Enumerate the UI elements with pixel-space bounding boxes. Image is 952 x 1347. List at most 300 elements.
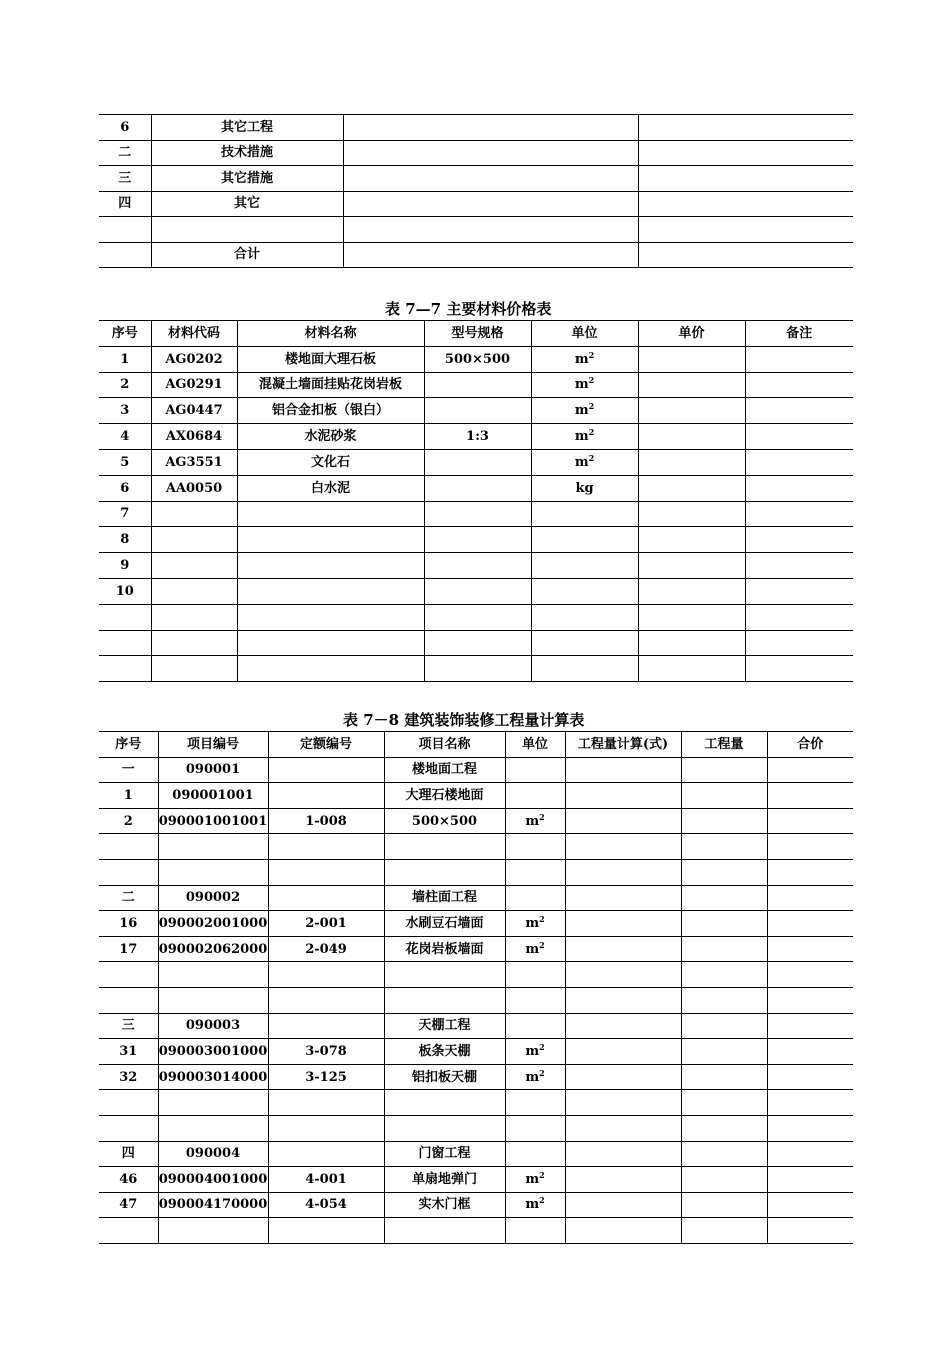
item-name-cell-text: 实木门框 <box>418 1197 471 1213</box>
seq-cell <box>99 1064 158 1090</box>
seq-cell <box>99 936 158 962</box>
header-unit-text: 单位 <box>521 736 548 752</box>
material-row <box>99 372 853 398</box>
quantity-row <box>99 1090 853 1116</box>
quantity-row <box>99 757 853 783</box>
material-code-cell-text: AG3551 <box>165 454 223 470</box>
quota-code-cell <box>268 911 384 937</box>
header-seq-text: 序号 <box>111 325 138 341</box>
material-name-cell-text: 水泥砂浆 <box>304 429 357 445</box>
item-name-cell-text: 墙柱面工程 <box>411 890 477 906</box>
materials-price-table <box>99 320 853 682</box>
unit-cell-text: m <box>525 1043 540 1059</box>
seq-cell <box>99 1192 158 1218</box>
unit-cell <box>531 553 638 579</box>
item-code-cell-text: 090001 <box>185 762 241 778</box>
seq-cell <box>99 1141 158 1167</box>
calc-cell <box>565 1039 681 1065</box>
seq-cell <box>99 578 151 604</box>
blank-cell <box>343 242 638 268</box>
material-code-cell <box>151 372 237 398</box>
spec-cell <box>424 553 531 579</box>
quota-code-cell-text: 4-054 <box>305 1197 347 1213</box>
material-row <box>99 346 853 372</box>
item-name-cell <box>384 1218 505 1244</box>
item-code-cell <box>158 1167 268 1193</box>
material-row <box>99 553 853 579</box>
note-cell <box>745 475 853 501</box>
item-code-cell <box>158 1192 268 1218</box>
calc-cell <box>565 834 681 860</box>
unit-superscript: 2 <box>539 1041 545 1052</box>
note-cell <box>745 449 853 475</box>
seq-cell <box>99 424 151 450</box>
blank-cell <box>343 191 638 217</box>
quota-code-cell-text: 3-125 <box>305 1069 347 1085</box>
row-number-cell <box>99 140 151 166</box>
unit-cell <box>531 475 638 501</box>
spec-cell-text: 500×500 <box>444 351 511 367</box>
material-row <box>99 398 853 424</box>
quota-code-cell <box>268 987 384 1013</box>
unit-cell <box>505 1115 565 1141</box>
seq-cell-text: 2 <box>123 813 133 829</box>
unit-cell-text: m <box>525 941 540 957</box>
item-name-cell <box>384 1090 505 1116</box>
calc-cell <box>565 1218 681 1244</box>
summary-row <box>99 166 853 192</box>
quota-code-cell <box>268 1192 384 1218</box>
row-number-cell-text: 二 <box>118 145 132 161</box>
item-name-cell <box>384 1013 505 1039</box>
header-seq <box>99 321 151 347</box>
unit-cell <box>505 859 565 885</box>
unit-price-cell <box>638 656 745 682</box>
material-code-cell <box>151 501 237 527</box>
seq-cell-text: 3 <box>120 403 130 419</box>
unit-price-cell <box>638 527 745 553</box>
unit-cell <box>505 885 565 911</box>
material-row <box>99 604 853 630</box>
unit-cell-text: m <box>574 454 589 470</box>
calc-cell <box>565 859 681 885</box>
header-note <box>745 321 853 347</box>
header-item-name-text: 项目名称 <box>418 736 471 752</box>
material-name-cell <box>237 372 424 398</box>
unit-price-cell <box>638 398 745 424</box>
calc-cell <box>565 936 681 962</box>
summary-table <box>99 114 853 268</box>
row-number-cell <box>99 217 151 243</box>
header-seq-text: 序号 <box>115 736 142 752</box>
item-name-cell <box>151 166 343 192</box>
unit-cell <box>531 656 638 682</box>
header-price <box>638 321 745 347</box>
calc-cell <box>565 1064 681 1090</box>
quantity-row <box>99 783 853 809</box>
unit-cell-text: kg <box>575 480 594 496</box>
item-name-cell <box>384 783 505 809</box>
item-code-cell-text: 090003001000 <box>158 1043 268 1059</box>
header-code <box>151 321 237 347</box>
unit-cell <box>505 1013 565 1039</box>
seq-cell-text: 1 <box>120 351 130 367</box>
unit-cell <box>505 1039 565 1065</box>
item-code-cell-text: 090003014000 <box>158 1069 268 1085</box>
material-code-cell <box>151 398 237 424</box>
seq-cell-text: 16 <box>119 915 138 931</box>
summary-row <box>99 115 853 141</box>
unit-price-cell <box>638 372 745 398</box>
unit-superscript: 2 <box>588 452 595 463</box>
unit-cell <box>531 501 638 527</box>
unit-price-cell <box>638 578 745 604</box>
quantity-row <box>99 859 853 885</box>
quantity-cell <box>681 834 767 860</box>
quantity-cell <box>681 962 767 988</box>
summary-row <box>99 140 853 166</box>
seq-cell <box>99 987 158 1013</box>
unit-superscript: 2 <box>539 1195 545 1206</box>
item-name-cell <box>384 859 505 885</box>
material-name-cell <box>237 449 424 475</box>
quota-code-cell <box>268 962 384 988</box>
material-code-cell-text: AG0202 <box>165 351 223 367</box>
item-name-cell-text: 其它工程 <box>220 119 273 135</box>
seq-cell <box>99 501 151 527</box>
spec-cell <box>424 527 531 553</box>
material-name-cell <box>237 630 424 656</box>
calc-cell <box>565 783 681 809</box>
header-unit <box>505 732 565 758</box>
item-name-cell <box>384 1167 505 1193</box>
seq-cell-text: 31 <box>119 1043 138 1059</box>
quantity-cell <box>681 885 767 911</box>
note-cell <box>745 656 853 682</box>
quota-code-cell <box>268 1013 384 1039</box>
item-name-cell-text: 500×500 <box>411 813 478 829</box>
unit-superscript: 2 <box>588 349 595 360</box>
row-number-cell <box>99 115 151 141</box>
header-total <box>767 732 853 758</box>
total-cell <box>767 808 853 834</box>
quota-code-cell-text: 2-049 <box>305 941 347 957</box>
total-cell <box>767 885 853 911</box>
unit-cell-text: m <box>525 915 540 931</box>
blank-cell <box>638 217 853 243</box>
unit-cell <box>505 1064 565 1090</box>
unit-price-cell <box>638 475 745 501</box>
seq-cell-text: 32 <box>119 1069 138 1085</box>
material-row <box>99 630 853 656</box>
item-name-cell <box>384 808 505 834</box>
item-code-cell <box>158 783 268 809</box>
material-code-cell <box>151 578 237 604</box>
material-code-cell <box>151 604 237 630</box>
seq-cell-text: 三 <box>121 1018 135 1034</box>
material-name-cell-text: 楼地面大理石板 <box>284 351 376 367</box>
note-cell <box>745 630 853 656</box>
unit-cell-text: m <box>525 1069 540 1085</box>
unit-cell <box>505 1218 565 1244</box>
unit-cell <box>505 1167 565 1193</box>
quota-code-cell-text: 4-001 <box>305 1171 347 1187</box>
quantity-row <box>99 834 853 860</box>
unit-cell-text: m <box>525 1197 540 1213</box>
total-cell <box>767 911 853 937</box>
unit-cell <box>505 757 565 783</box>
material-row <box>99 578 853 604</box>
header-code-text: 材料代码 <box>167 325 220 341</box>
seq-cell <box>99 1090 158 1116</box>
item-name-cell-text: 铝扣板天棚 <box>411 1069 477 1085</box>
item-name-cell <box>384 834 505 860</box>
item-code-cell <box>158 859 268 885</box>
unit-price-cell <box>638 553 745 579</box>
seq-cell <box>99 656 151 682</box>
quota-code-cell <box>268 1039 384 1065</box>
material-name-cell <box>237 527 424 553</box>
item-name-cell-text: 合计 <box>233 247 260 263</box>
seq-cell-text: 4 <box>120 429 130 445</box>
material-name-cell <box>237 604 424 630</box>
unit-superscript: 2 <box>539 1169 545 1180</box>
unit-cell <box>531 346 638 372</box>
seq-cell-text: 46 <box>119 1171 138 1187</box>
unit-cell-text: m <box>574 403 589 419</box>
quota-code-cell <box>268 1218 384 1244</box>
quantity-cell <box>681 1167 767 1193</box>
row-number-cell-text: 6 <box>120 119 130 135</box>
item-name-cell-text: 板条天棚 <box>418 1043 471 1059</box>
summary-row <box>99 217 853 243</box>
spec-cell <box>424 656 531 682</box>
unit-price-cell <box>638 449 745 475</box>
unit-cell-text: m <box>525 1171 540 1187</box>
unit-superscript: 2 <box>539 811 545 822</box>
total-cell <box>767 1013 853 1039</box>
quota-code-cell <box>268 859 384 885</box>
material-name-cell <box>237 578 424 604</box>
seq-cell-text: 二 <box>121 890 135 906</box>
note-cell <box>745 578 853 604</box>
calc-cell <box>565 757 681 783</box>
material-code-cell <box>151 449 237 475</box>
quota-code-cell-text: 2-001 <box>305 915 347 931</box>
quota-code-cell <box>268 1064 384 1090</box>
spec-cell <box>424 398 531 424</box>
seq-cell-text: 8 <box>120 532 130 548</box>
seq-cell <box>99 783 158 809</box>
quantity-cell <box>681 1218 767 1244</box>
seq-cell <box>99 885 158 911</box>
item-code-cell-text: 090004 <box>185 1146 241 1162</box>
quota-code-cell <box>268 1090 384 1116</box>
unit-superscript: 2 <box>539 1067 545 1078</box>
material-code-cell <box>151 475 237 501</box>
item-name-cell-text: 技术措施 <box>220 145 273 161</box>
item-code-cell <box>158 885 268 911</box>
note-cell <box>745 501 853 527</box>
total-cell <box>767 936 853 962</box>
item-code-cell-text: 090004170000 <box>158 1197 268 1213</box>
spec-cell <box>424 578 531 604</box>
quantity-cell <box>681 1141 767 1167</box>
total-cell <box>767 834 853 860</box>
seq-cell <box>99 449 151 475</box>
seq-cell <box>99 1115 158 1141</box>
quantity-row <box>99 885 853 911</box>
seq-cell <box>99 604 151 630</box>
calc-cell <box>565 911 681 937</box>
material-name-cell <box>237 553 424 579</box>
header-unit <box>531 321 638 347</box>
material-name-cell-text: 文化石 <box>310 454 350 470</box>
note-cell <box>745 553 853 579</box>
item-name-cell-text: 单扇地弹门 <box>411 1171 477 1187</box>
unit-cell <box>505 911 565 937</box>
item-code-cell <box>158 936 268 962</box>
material-name-cell-text: 铝合金扣板（银白） <box>271 403 389 419</box>
unit-cell-text: m <box>525 813 540 829</box>
header-calc <box>565 732 681 758</box>
item-code-cell <box>158 1115 268 1141</box>
quantity-cell <box>681 936 767 962</box>
quantity-row <box>99 987 853 1013</box>
item-name-cell <box>384 987 505 1013</box>
calc-cell <box>565 1192 681 1218</box>
blank-cell <box>343 217 638 243</box>
item-name-cell <box>384 1039 505 1065</box>
item-code-cell-text: 090001001001 <box>158 813 268 829</box>
unit-price-cell <box>638 630 745 656</box>
quota-code-cell <box>268 757 384 783</box>
blank-cell <box>638 191 853 217</box>
quantity-row <box>99 1064 853 1090</box>
spec-cell <box>424 346 531 372</box>
quantity-cell <box>681 1013 767 1039</box>
item-name-cell-text: 门窗工程 <box>418 1146 471 1162</box>
item-name-cell <box>384 1192 505 1218</box>
item-name-cell <box>151 191 343 217</box>
calc-cell <box>565 962 681 988</box>
unit-price-cell <box>638 604 745 630</box>
calc-cell <box>565 1090 681 1116</box>
item-name-cell-text: 水刷豆石墙面 <box>405 915 484 931</box>
material-code-cell <box>151 630 237 656</box>
seq-cell <box>99 962 158 988</box>
calc-cell <box>565 1141 681 1167</box>
header-total-text: 合价 <box>797 736 824 752</box>
quota-code-cell <box>268 1115 384 1141</box>
item-name-cell-text: 其它措施 <box>220 170 273 186</box>
material-code-cell <box>151 346 237 372</box>
quantity-cell <box>681 911 767 937</box>
material-row <box>99 475 853 501</box>
seq-cell <box>99 834 158 860</box>
total-cell <box>767 1167 853 1193</box>
seq-cell-text: 6 <box>120 480 130 496</box>
spec-cell <box>424 630 531 656</box>
summary-row <box>99 242 853 268</box>
material-code-cell <box>151 424 237 450</box>
unit-cell <box>505 1090 565 1116</box>
calc-cell <box>565 1167 681 1193</box>
unit-cell <box>505 834 565 860</box>
row-number-cell <box>99 166 151 192</box>
quota-code-cell-text: 3-078 <box>305 1043 347 1059</box>
seq-cell-text: 47 <box>119 1197 138 1213</box>
material-row <box>99 656 853 682</box>
quota-code-cell <box>268 1141 384 1167</box>
item-code-cell <box>158 834 268 860</box>
seq-cell-text: 7 <box>120 506 130 522</box>
item-name-cell <box>384 962 505 988</box>
unit-cell <box>505 1192 565 1218</box>
quantity-cell <box>681 1192 767 1218</box>
material-name-cell-text: 白水泥 <box>310 480 350 496</box>
quantity-row <box>99 1013 853 1039</box>
row-number-cell-text: 三 <box>118 170 132 186</box>
item-name-cell <box>384 1115 505 1141</box>
unit-cell <box>505 962 565 988</box>
item-code-cell-text: 090004001000 <box>158 1171 268 1187</box>
unit-price-cell <box>638 424 745 450</box>
seq-cell-text: 9 <box>120 558 130 574</box>
quota-code-cell <box>268 783 384 809</box>
header-quota-code-text: 定额编号 <box>299 736 352 752</box>
unit-superscript: 2 <box>588 401 595 412</box>
header-unit-text: 单位 <box>571 325 598 341</box>
header-name-text: 材料名称 <box>304 325 357 341</box>
header-quantity-text: 工程量 <box>704 736 744 752</box>
spec-cell <box>424 475 531 501</box>
material-name-cell <box>237 501 424 527</box>
quantity-row <box>99 1218 853 1244</box>
note-cell <box>745 372 853 398</box>
spec-cell <box>424 372 531 398</box>
note-cell <box>745 346 853 372</box>
unit-superscript: 2 <box>588 427 595 438</box>
quota-code-cell <box>268 1167 384 1193</box>
seq-cell <box>99 911 158 937</box>
calc-cell <box>565 987 681 1013</box>
item-name-cell-text: 天棚工程 <box>418 1018 471 1034</box>
row-number-cell <box>99 191 151 217</box>
header-seq <box>99 732 158 758</box>
blank-cell <box>638 166 853 192</box>
quota-code-cell <box>268 936 384 962</box>
item-name-cell <box>151 140 343 166</box>
calc-cell <box>565 885 681 911</box>
total-cell <box>767 1090 853 1116</box>
quantity-cell <box>681 808 767 834</box>
item-code-cell <box>158 1141 268 1167</box>
quantity-cell <box>681 1090 767 1116</box>
total-cell <box>767 1039 853 1065</box>
spec-cell <box>424 604 531 630</box>
item-name-cell-text: 其它 <box>233 196 260 212</box>
material-code-cell-text: AX0684 <box>165 429 223 445</box>
quantities-calc-table <box>99 731 853 1244</box>
material-name-cell <box>237 424 424 450</box>
quantity-row <box>99 1141 853 1167</box>
item-name-cell <box>384 757 505 783</box>
unit-cell <box>505 783 565 809</box>
seq-cell <box>99 475 151 501</box>
seq-cell <box>99 630 151 656</box>
seq-cell-text: 一 <box>121 762 135 778</box>
